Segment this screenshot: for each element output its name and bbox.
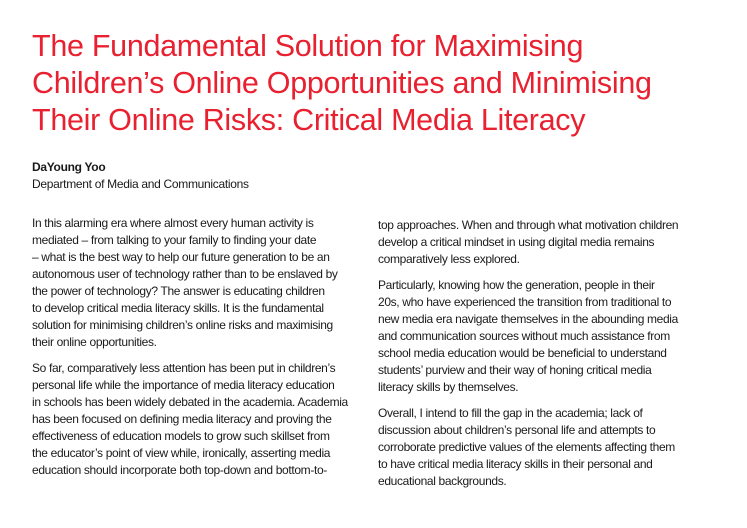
text-line: discussion about children’s personal life and attempts to — [378, 423, 656, 437]
text-line: personal life while the importance of media literacy education — [32, 378, 335, 392]
text-line: Overall, I intend to fill the gap in the academia; lack of — [378, 406, 643, 420]
text-line: comparatively less explored. — [378, 252, 520, 266]
text-line: education should incorporate both top-down and bottom-to- — [32, 463, 327, 477]
text-line: in schools has been widely debated in the academia. Academia — [32, 395, 348, 409]
right-column — [378, 217, 723, 499]
paragraph-5 — [378, 405, 723, 490]
title-line: Children’s Online Opportunities and Minimising — [32, 66, 652, 100]
paragraph-3 — [378, 217, 723, 268]
text-line: autonomous user of technology rather than to be enslaved by — [32, 267, 338, 281]
author-department: Department of Media and Communications — [32, 177, 249, 191]
title-line: Their Online Risks: Critical Media Literacy — [32, 103, 586, 137]
text-line: students’ purview and their way of honing critical media — [378, 363, 652, 377]
paragraph-1 — [32, 215, 372, 351]
title-line: The Fundamental Solution for Maximising — [32, 29, 584, 63]
text-line: and communication sources without much assistance from — [378, 329, 670, 343]
text-line: to develop critical media literacy skills. It is the fundamental — [32, 301, 324, 315]
paragraph-4 — [378, 277, 723, 396]
text-line: new media era navigate themselves in the abounding media — [378, 312, 678, 326]
text-line: Particularly, knowing how the generation, people in their — [378, 278, 655, 292]
text-line: their online opportunities. — [32, 335, 157, 349]
text-line: 20s, who have experienced the transition from traditional to — [378, 295, 672, 309]
text-line: mediated – from talking to your family to finding your date — [32, 233, 317, 247]
text-line: effectiveness of education models to grow such skillset from — [32, 429, 330, 443]
left-column — [32, 215, 372, 488]
text-line: corroborate predictive values of the elements affecting them — [378, 440, 675, 454]
text-line: develop a critical mindset in using digital media remains — [378, 235, 655, 249]
text-line: the power of technology? The answer is educating children — [32, 284, 325, 298]
paragraph-2 — [32, 360, 372, 479]
text-line: solution for minimising children’s online risks and maximising — [32, 318, 333, 332]
text-line: educational backgrounds. — [378, 474, 507, 488]
article-title — [32, 28, 732, 139]
text-line: school media education would be beneficial to understand — [378, 346, 667, 360]
text-line: – what is the best way to help our future generation to be an — [32, 250, 330, 264]
text-line: the educator’s point of view while, ironically, asserting media — [32, 446, 331, 460]
author-name: DaYoung Yoo — [32, 160, 106, 174]
text-line: So far, comparatively less attention has been put in children’s — [32, 361, 336, 375]
text-line: has been focused on defining media literacy and proving the — [32, 412, 332, 426]
text-line: In this alarming era where almost every human activity is — [32, 216, 314, 230]
text-line: top approaches. When and through what motivation children — [378, 218, 679, 232]
text-line: to have critical media literacy skills in their personal and — [378, 457, 653, 471]
text-line: literacy skills by themselves. — [378, 380, 519, 394]
